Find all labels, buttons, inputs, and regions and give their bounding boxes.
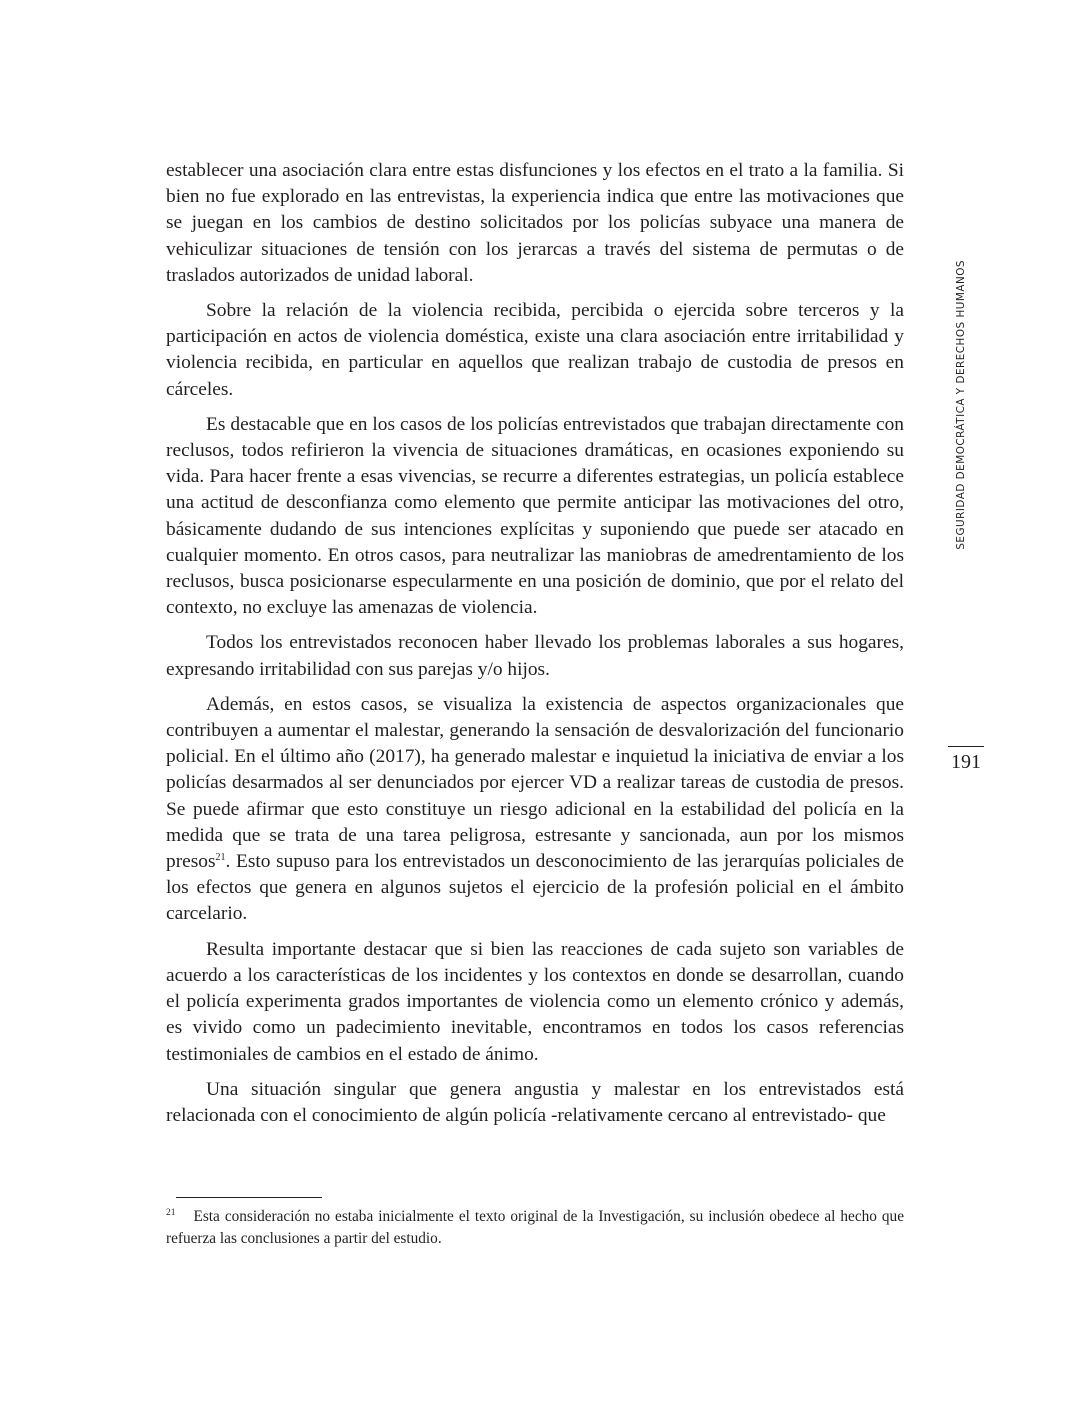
paragraph-6: Resulta importante destacar que si bien las reacciones de cada sujeto son variables de acuerdo a los características de los incidentes y los contextos en donde se desarrollan, cuando el policía experimenta grados importantes de violencia como un elemento crónico y además, es vivido como un padecimiento inevitable, encontramos en todos los casos referencias testimoniales de cambios en el estado de ánimo.	[166, 938, 904, 1065]
running-head	[950, 244, 972, 565]
paragraph-2: Sobre la relación de la violencia recibida, percibida o ejercida sobre terceros y la participación en actos de violencia doméstica, existe una clara asociación entre irritabilidad y violencia recibida, en particular en aquellos que realizan trabajo de custodia de presos en cárceles.	[166, 300, 904, 400]
footnote-number: 21	[166, 1208, 176, 1218]
paragraph-7: Una situación singular que genera angustia y malestar en los entrevistados está relacionada con el conocimiento de algún policía -relativamente cercano al entrevistado- que	[166, 1078, 904, 1126]
paragraph-5	[166, 692, 904, 928]
page-number: 191	[951, 751, 981, 773]
paragraph-4: Todos los entrevistados reconocen haber llevado los problemas laborales a sus hogares, expresando irritabilidad con sus parejas y/o hijos.	[166, 632, 904, 680]
paragraph-1: establecer una asociación clara entre estas disfunciones y los efectos en el trato a la familia. Si bien no fue explorado en las entrevistas, la experiencia indica que entre las motivaciones que se juegan en los cambios de destino solicitados por los policías subyace una manera de vehiculizar situaciones de tensión con los jerarcas a través del sistema de permutas o de traslados autorizados de unidad laboral.	[166, 160, 904, 286]
footnote-reference[interactable]: 21	[215, 852, 226, 864]
footnote	[166, 1206, 904, 1250]
page-number-rule	[948, 746, 984, 747]
paragraph-5-text-b: . Esto supuso para los entrevistados un desconocimiento de las jerarquías policiales de los efectos que genera en algunos sujetos el ejercicio de la profesión policial en el ámbito carcelario.	[166, 851, 904, 925]
paragraph-3: Es destacable que en los casos de los policías entrevistados que trabajan directamente con reclusos, todos refirieron la vivencia de situaciones dramáticas, en ocasiones exponiendo su vida. Para hacer frente a esas vivencias, se recurre a diferentes estrategias, un policía establece una actitud de desconfianza como elemento que permite anticipar las motivaciones del otro, básicamente dudando de sus intenciones explícitas y suponiendo que puede ser atacado en cualquier momento. En otros casos, para neutralizar las maniobras de amedrentamiento de los reclusos, busca posicionarse especularmente en una posición de dominio, que por el relato del contexto, no excluye las amenazas de violencia.	[166, 413, 904, 619]
footnote-separator	[176, 1197, 322, 1198]
paragraph-5-text-a: Además, en estos casos, se visualiza la existencia de aspectos organizacionales que contribuyen a aumentar el malestar, generando la sensación de desvalorización del funcionario policial. En el último año (2017), ha generado malestar e inquietud la iniciativa de enviar a los policías desarmados al ser denunciados por ejercer VD a realizar tareas de custodia de presos. Se puede afirmar que esto constituye un riesgo adicional en la estabilidad del policía en la medida que se trata de una tarea peligrosa, estresante y sancionada, aun por los mismos presos	[166, 693, 904, 873]
footnote-text: Esta consideración no estaba inicialmente el texto original de la Investigación, su inclusión obedece al hecho que refuerza las conclusiones a partir del estudio.	[166, 1208, 904, 1247]
main-text	[166, 158, 904, 1138]
running-head-text: SEGURIDAD DEMOCRÁTICA Y DERECHOS HUMANOS	[955, 259, 967, 550]
